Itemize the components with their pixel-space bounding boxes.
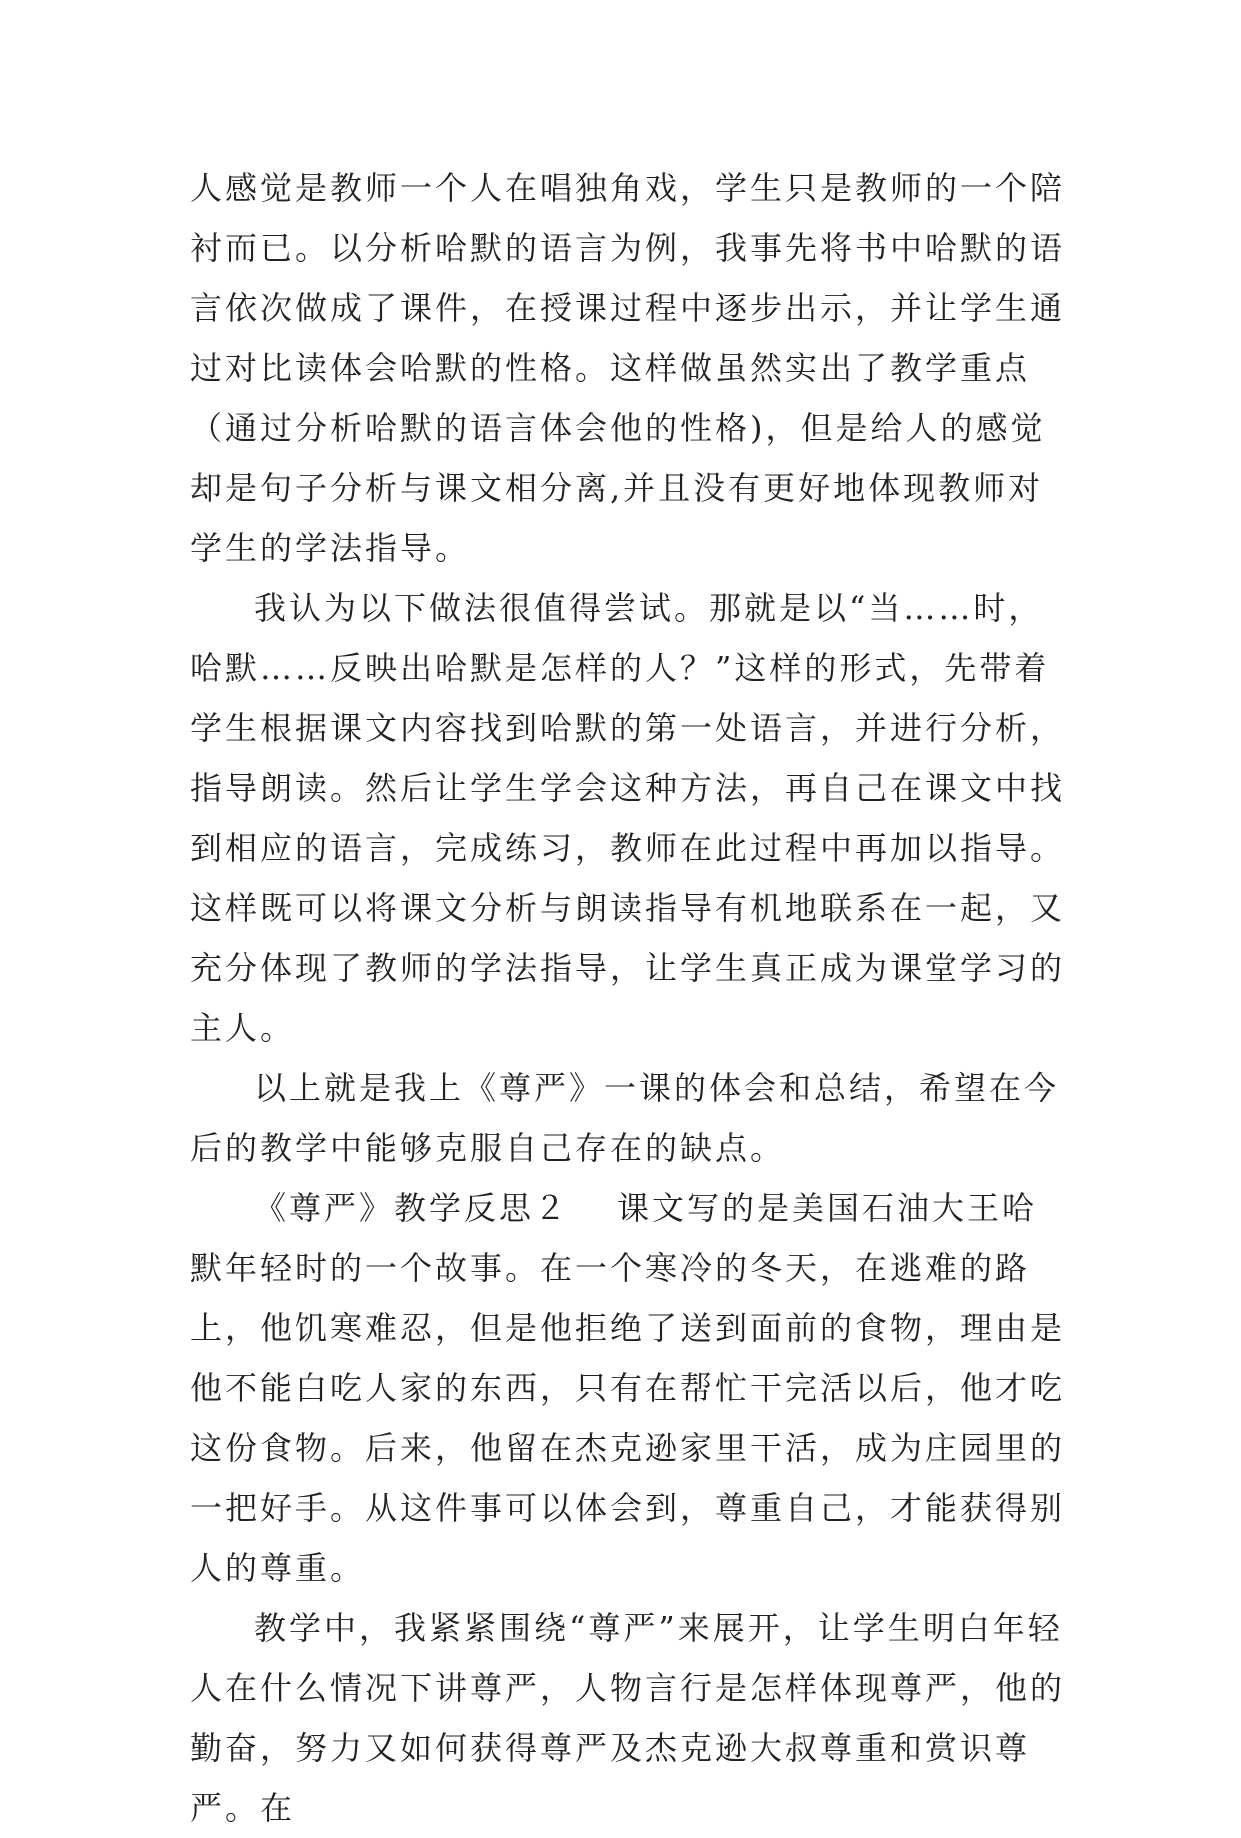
document-body xyxy=(190,158,1070,1838)
paragraph-4-text: 课文写的是美国石油大王哈默年轻时的一个故事。在一个寒冷的冬天，在逃难的路上，他饥寒难忍，但是他拒绝了送到面前的食物，理由是他不能白吃人家的东西，只有在帮忙干完活以后，他才吃这份食物。后来，他留在杰克逊家里干活，成为庄园里的一把好手。从这件事可以体会到，尊重自己，才能获得别人的尊重。 xyxy=(190,1189,1066,1587)
paragraph-5 xyxy=(190,1598,1070,1838)
paragraph-3-text: 以上就是我上《尊严》一课的体会和总结，希望在今后的教学中能够克服自己存在的缺点。 xyxy=(190,1069,1060,1167)
paragraph-4 xyxy=(190,1178,1070,1598)
paragraph-2-text: 我认为以下做法很值得尝试。那就是以“当……时，哈默……反映出哈默是怎样的人？”这样的形式，先带着学生根据课文内容找到哈默的第一处语言，并进行分析，指导朗读。然后让学生学会这种方法，再自己在课文中找到相应的语言，完成练习，教师在此过程中再加以指导。这样既可以将课文分析与朗读指导有机地联系在一起，又充分体现了教师的学法指导，让学生真正成为课堂学习的主人。 xyxy=(190,589,1066,1047)
paragraph-5-text: 教学中，我紧紧围绕“尊严”来展开，让学生明白年轻人在什么情况下讲尊严，人物言行是怎样体现尊严，他的勤奋，努力又如何获得尊严及杰克逊大叔尊重和赏识尊严。在 xyxy=(190,1609,1066,1827)
paragraph-1-text: 人感觉是教师一个人在唱独角戏，学生只是教师的一个陪衬而已。以分析哈默的语言为例，我事先将书中哈默的语言依次做成了课件，在授课过程中逐步出示，并让学生通过对比读体会哈默的性格。这样做虽然实出了教学重点（通过分析哈默的语言体会他的性格)，但是给人的感觉却是句子分析与课文相分离,并且没有更好地体现教师对学生的学法指导。 xyxy=(190,169,1066,567)
paragraph-3 xyxy=(190,1058,1070,1178)
paragraph-2 xyxy=(190,578,1070,1058)
section-heading: 《尊严》教学反思２ xyxy=(254,1189,570,1227)
paragraph-1 xyxy=(190,158,1070,578)
